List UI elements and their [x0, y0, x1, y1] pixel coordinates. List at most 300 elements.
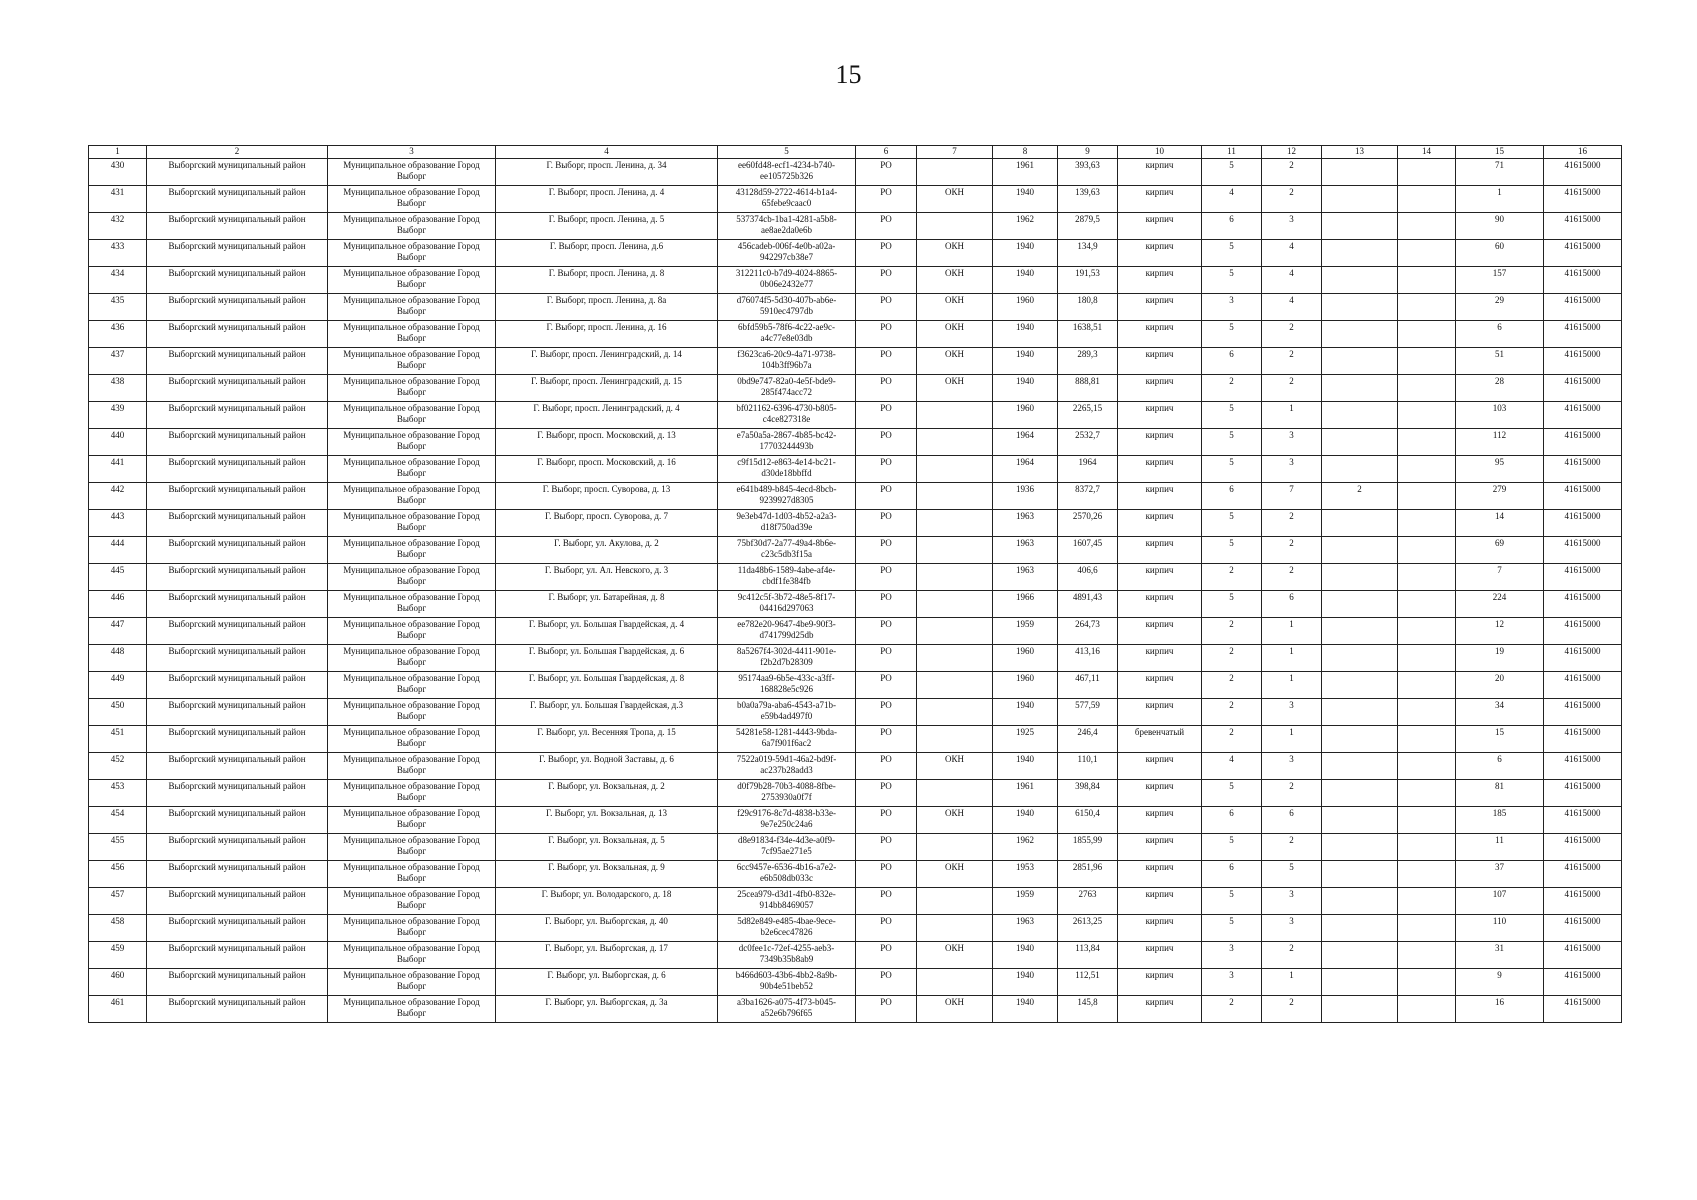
cell-col-14	[1398, 213, 1456, 240]
cell-row-number: 435	[89, 294, 147, 321]
cell-area: 110,1	[1058, 753, 1118, 780]
cell-area: 888,81	[1058, 375, 1118, 402]
table-row	[89, 321, 1622, 348]
cell-municipality: Муниципальное образование Город Выборг	[328, 321, 496, 348]
cell-row-number: 451	[89, 726, 147, 753]
cell-row-number: 443	[89, 510, 147, 537]
cell-residents: 7	[1456, 564, 1544, 591]
cell-year-built: 1961	[993, 159, 1058, 186]
cell-address: Г. Выборг, просп. Ленина, д. 4	[496, 186, 718, 213]
cell-oktmo: 41615000	[1544, 510, 1622, 537]
cell-program: РО	[856, 753, 917, 780]
cell-fias-guid: ee782e20-9647-4be9-90f3-d741799d25db	[718, 618, 856, 645]
cell-heritage-flag	[917, 726, 993, 753]
cell-municipality: Муниципальное образование Город Выборг	[328, 969, 496, 996]
cell-col-13	[1322, 537, 1398, 564]
cell-wall-material: кирпич	[1118, 321, 1202, 348]
cell-floors: 2	[1202, 564, 1262, 591]
cell-oktmo: 41615000	[1544, 834, 1622, 861]
cell-col-14	[1398, 348, 1456, 375]
cell-residents: 95	[1456, 456, 1544, 483]
cell-wall-material: кирпич	[1118, 861, 1202, 888]
cell-row-number: 437	[89, 348, 147, 375]
cell-floors: 5	[1202, 402, 1262, 429]
cell-oktmo: 41615000	[1544, 375, 1622, 402]
cell-year-built: 1940	[993, 321, 1058, 348]
cell-address: Г. Выборг, просп. Ленина, д. 16	[496, 321, 718, 348]
cell-oktmo: 41615000	[1544, 807, 1622, 834]
cell-residents: 34	[1456, 699, 1544, 726]
cell-floors: 6	[1202, 861, 1262, 888]
cell-heritage-flag	[917, 402, 993, 429]
cell-area: 2879,5	[1058, 213, 1118, 240]
cell-heritage-flag: ОКН	[917, 321, 993, 348]
cell-address: Г. Выборг, ул. Большая Гвардейская, д. 4	[496, 618, 718, 645]
cell-col-13	[1322, 834, 1398, 861]
cell-oktmo: 41615000	[1544, 213, 1622, 240]
cell-district: Выборгский муниципальный район	[147, 348, 328, 375]
cell-col-13	[1322, 564, 1398, 591]
table-row	[89, 456, 1622, 483]
cell-col-13	[1322, 510, 1398, 537]
cell-floors: 6	[1202, 348, 1262, 375]
cell-address: Г. Выборг, ул. Выборгская, д. 3а	[496, 996, 718, 1023]
cell-fias-guid: 0bd9e747-82a0-4e5f-bde9-285f474acc72	[718, 375, 856, 402]
cell-wall-material: кирпич	[1118, 942, 1202, 969]
cell-heritage-flag	[917, 456, 993, 483]
cell-heritage-flag	[917, 645, 993, 672]
cell-residents: 12	[1456, 618, 1544, 645]
cell-area: 191,53	[1058, 267, 1118, 294]
cell-fias-guid: b0a0a79a-aba6-4543-a71b-e59b4ad497f0	[718, 699, 856, 726]
cell-residents: 71	[1456, 159, 1544, 186]
cell-fias-guid: 537374cb-1ba1-4281-a5b8-ae8ae2da0e6b	[718, 213, 856, 240]
table-row	[89, 483, 1622, 510]
cell-row-number: 440	[89, 429, 147, 456]
cell-col-13	[1322, 159, 1398, 186]
cell-program: РО	[856, 807, 917, 834]
cell-col-14	[1398, 267, 1456, 294]
cell-wall-material: кирпич	[1118, 213, 1202, 240]
cell-row-number: 449	[89, 672, 147, 699]
cell-municipality: Муниципальное образование Город Выборг	[328, 834, 496, 861]
cell-year-built: 1959	[993, 888, 1058, 915]
cell-fias-guid: 9e3eb47d-1d03-4b52-a2a3-d18f750ad39e	[718, 510, 856, 537]
cell-entrances: 3	[1262, 429, 1322, 456]
cell-wall-material: кирпич	[1118, 510, 1202, 537]
cell-address: Г. Выборг, ул. Большая Гвардейская, д.3	[496, 699, 718, 726]
cell-oktmo: 41615000	[1544, 753, 1622, 780]
cell-district: Выборгский муниципальный район	[147, 564, 328, 591]
cell-entrances: 3	[1262, 753, 1322, 780]
cell-program: РО	[856, 699, 917, 726]
cell-district: Выборгский муниципальный район	[147, 591, 328, 618]
cell-year-built: 1962	[993, 834, 1058, 861]
cell-area: 577,59	[1058, 699, 1118, 726]
cell-address: Г. Выборг, просп. Ленинградский, д. 4	[496, 402, 718, 429]
cell-floors: 6	[1202, 213, 1262, 240]
cell-col-14	[1398, 807, 1456, 834]
cell-row-number: 457	[89, 888, 147, 915]
cell-entrances: 2	[1262, 564, 1322, 591]
cell-col-13	[1322, 888, 1398, 915]
cell-fias-guid: 312211c0-b7d9-4024-8865-0b06e2432e77	[718, 267, 856, 294]
cell-entrances: 1	[1262, 672, 1322, 699]
cell-area: 180,8	[1058, 294, 1118, 321]
cell-address: Г. Выборг, ул. Выборгская, д. 6	[496, 969, 718, 996]
cell-residents: 51	[1456, 348, 1544, 375]
cell-col-14	[1398, 942, 1456, 969]
cell-area: 289,3	[1058, 348, 1118, 375]
cell-entrances: 1	[1262, 726, 1322, 753]
cell-wall-material: кирпич	[1118, 564, 1202, 591]
table-row	[89, 753, 1622, 780]
cell-floors: 6	[1202, 483, 1262, 510]
cell-year-built: 1940	[993, 942, 1058, 969]
cell-col-13	[1322, 807, 1398, 834]
cell-municipality: Муниципальное образование Город Выборг	[328, 807, 496, 834]
cell-year-built: 1936	[993, 483, 1058, 510]
cell-year-built: 1925	[993, 726, 1058, 753]
cell-floors: 2	[1202, 375, 1262, 402]
cell-program: РО	[856, 969, 917, 996]
cell-heritage-flag: ОКН	[917, 807, 993, 834]
cell-heritage-flag: ОКН	[917, 375, 993, 402]
column-number-4: 4	[496, 146, 718, 159]
cell-district: Выборгский муниципальный район	[147, 618, 328, 645]
cell-col-14	[1398, 483, 1456, 510]
cell-oktmo: 41615000	[1544, 861, 1622, 888]
cell-row-number: 442	[89, 483, 147, 510]
cell-wall-material: кирпич	[1118, 456, 1202, 483]
cell-fias-guid: 11da48b6-1589-4abe-af4e-cbdf1fe384fb	[718, 564, 856, 591]
cell-residents: 112	[1456, 429, 1544, 456]
cell-municipality: Муниципальное образование Город Выборг	[328, 267, 496, 294]
cell-municipality: Муниципальное образование Город Выборг	[328, 915, 496, 942]
cell-program: РО	[856, 159, 917, 186]
cell-heritage-flag: ОКН	[917, 186, 993, 213]
table-row	[89, 699, 1622, 726]
cell-municipality: Муниципальное образование Город Выборг	[328, 591, 496, 618]
housing-registry-table	[88, 145, 1622, 1023]
cell-fias-guid: e7a50a5a-2867-4b85-bc42-17703244493b	[718, 429, 856, 456]
cell-oktmo: 41615000	[1544, 456, 1622, 483]
table-row	[89, 807, 1622, 834]
cell-address: Г. Выборг, просп. Суворова, д. 7	[496, 510, 718, 537]
cell-row-number: 438	[89, 375, 147, 402]
cell-entrances: 2	[1262, 321, 1322, 348]
column-number-9: 9	[1058, 146, 1118, 159]
table-row	[89, 159, 1622, 186]
cell-entrances: 2	[1262, 834, 1322, 861]
cell-program: РО	[856, 591, 917, 618]
cell-district: Выборгский муниципальный район	[147, 294, 328, 321]
cell-oktmo: 41615000	[1544, 699, 1622, 726]
cell-area: 246,4	[1058, 726, 1118, 753]
cell-wall-material: кирпич	[1118, 537, 1202, 564]
cell-row-number: 455	[89, 834, 147, 861]
cell-oktmo: 41615000	[1544, 483, 1622, 510]
cell-oktmo: 41615000	[1544, 240, 1622, 267]
cell-col-14	[1398, 240, 1456, 267]
cell-wall-material: бревенчатый	[1118, 726, 1202, 753]
cell-year-built: 1959	[993, 618, 1058, 645]
cell-fias-guid: 8a5267f4-302d-4411-901e-f2b2d7b28309	[718, 645, 856, 672]
cell-col-13	[1322, 618, 1398, 645]
cell-district: Выборгский муниципальный район	[147, 240, 328, 267]
cell-col-14	[1398, 672, 1456, 699]
cell-heritage-flag	[917, 483, 993, 510]
cell-wall-material: кирпич	[1118, 618, 1202, 645]
column-number-14: 14	[1398, 146, 1456, 159]
cell-district: Выборгский муниципальный район	[147, 483, 328, 510]
cell-municipality: Муниципальное образование Город Выборг	[328, 861, 496, 888]
cell-address: Г. Выборг, ул. Ал. Невского, д. 3	[496, 564, 718, 591]
cell-row-number: 439	[89, 402, 147, 429]
cell-address: Г. Выборг, просп. Московский, д. 16	[496, 456, 718, 483]
cell-heritage-flag	[917, 699, 993, 726]
cell-entrances: 3	[1262, 456, 1322, 483]
cell-year-built: 1940	[993, 996, 1058, 1023]
cell-year-built: 1961	[993, 780, 1058, 807]
cell-col-14	[1398, 456, 1456, 483]
cell-entrances: 7	[1262, 483, 1322, 510]
table-row	[89, 834, 1622, 861]
cell-municipality: Муниципальное образование Город Выборг	[328, 537, 496, 564]
cell-oktmo: 41615000	[1544, 672, 1622, 699]
cell-floors: 2	[1202, 672, 1262, 699]
cell-col-13	[1322, 861, 1398, 888]
cell-municipality: Муниципальное образование Город Выборг	[328, 753, 496, 780]
cell-entrances: 2	[1262, 186, 1322, 213]
column-number-2: 2	[147, 146, 328, 159]
column-number-8: 8	[993, 146, 1058, 159]
cell-program: РО	[856, 996, 917, 1023]
cell-year-built: 1953	[993, 861, 1058, 888]
cell-floors: 5	[1202, 537, 1262, 564]
cell-heritage-flag: ОКН	[917, 240, 993, 267]
cell-municipality: Муниципальное образование Город Выборг	[328, 564, 496, 591]
cell-area: 1607,45	[1058, 537, 1118, 564]
table-row	[89, 996, 1622, 1023]
cell-floors: 5	[1202, 888, 1262, 915]
cell-col-13	[1322, 645, 1398, 672]
cell-oktmo: 41615000	[1544, 267, 1622, 294]
cell-row-number: 436	[89, 321, 147, 348]
cell-residents: 28	[1456, 375, 1544, 402]
cell-fias-guid: 6bfd59b5-78f6-4c22-ae9c-a4c77e8e03db	[718, 321, 856, 348]
cell-wall-material: кирпич	[1118, 780, 1202, 807]
table-row	[89, 240, 1622, 267]
cell-col-13	[1322, 402, 1398, 429]
cell-fias-guid: 456cadeb-006f-4e0b-a02a-942297cb38e7	[718, 240, 856, 267]
cell-municipality: Муниципальное образование Город Выборг	[328, 159, 496, 186]
cell-oktmo: 41615000	[1544, 402, 1622, 429]
cell-area: 112,51	[1058, 969, 1118, 996]
cell-wall-material: кирпич	[1118, 402, 1202, 429]
cell-col-14	[1398, 753, 1456, 780]
cell-program: РО	[856, 672, 917, 699]
cell-heritage-flag: ОКН	[917, 348, 993, 375]
cell-oktmo: 41615000	[1544, 564, 1622, 591]
cell-fias-guid: dc0fee1c-72ef-4255-aeb3-7349b35b8ab9	[718, 942, 856, 969]
column-number-row	[89, 146, 1622, 159]
cell-program: РО	[856, 429, 917, 456]
cell-fias-guid: b466d603-43b6-4bb2-8a9b-90b4e51beb52	[718, 969, 856, 996]
cell-row-number: 453	[89, 780, 147, 807]
cell-year-built: 1940	[993, 348, 1058, 375]
cell-col-13	[1322, 456, 1398, 483]
cell-program: РО	[856, 888, 917, 915]
cell-wall-material: кирпич	[1118, 753, 1202, 780]
cell-program: РО	[856, 483, 917, 510]
cell-floors: 5	[1202, 267, 1262, 294]
cell-municipality: Муниципальное образование Город Выборг	[328, 888, 496, 915]
cell-floors: 5	[1202, 321, 1262, 348]
cell-entrances: 5	[1262, 861, 1322, 888]
cell-municipality: Муниципальное образование Город Выборг	[328, 240, 496, 267]
cell-col-13	[1322, 753, 1398, 780]
cell-fias-guid: bf021162-6396-4730-b805-c4ce827318e	[718, 402, 856, 429]
cell-row-number: 448	[89, 645, 147, 672]
cell-row-number: 460	[89, 969, 147, 996]
cell-oktmo: 41615000	[1544, 348, 1622, 375]
cell-floors: 3	[1202, 969, 1262, 996]
cell-area: 406,6	[1058, 564, 1118, 591]
cell-row-number: 458	[89, 915, 147, 942]
cell-municipality: Муниципальное образование Город Выборг	[328, 294, 496, 321]
cell-floors: 2	[1202, 618, 1262, 645]
cell-entrances: 2	[1262, 348, 1322, 375]
cell-district: Выборгский муниципальный район	[147, 753, 328, 780]
table-row	[89, 537, 1622, 564]
cell-program: РО	[856, 321, 917, 348]
cell-residents: 81	[1456, 780, 1544, 807]
cell-heritage-flag	[917, 915, 993, 942]
cell-col-13	[1322, 267, 1398, 294]
cell-program: РО	[856, 267, 917, 294]
cell-year-built: 1940	[993, 375, 1058, 402]
cell-address: Г. Выборг, ул. Вокзальная, д. 9	[496, 861, 718, 888]
cell-residents: 16	[1456, 996, 1544, 1023]
cell-year-built: 1963	[993, 915, 1058, 942]
cell-col-14	[1398, 645, 1456, 672]
cell-oktmo: 41615000	[1544, 591, 1622, 618]
cell-wall-material: кирпич	[1118, 240, 1202, 267]
cell-col-14	[1398, 375, 1456, 402]
cell-col-13	[1322, 321, 1398, 348]
cell-oktmo: 41615000	[1544, 159, 1622, 186]
cell-entrances: 6	[1262, 807, 1322, 834]
cell-col-14	[1398, 402, 1456, 429]
cell-col-13	[1322, 240, 1398, 267]
cell-address: Г. Выборг, ул. Батарейная, д. 8	[496, 591, 718, 618]
cell-district: Выборгский муниципальный район	[147, 699, 328, 726]
cell-row-number: 459	[89, 942, 147, 969]
cell-residents: 1	[1456, 186, 1544, 213]
cell-area: 4891,43	[1058, 591, 1118, 618]
cell-col-13	[1322, 591, 1398, 618]
table-row	[89, 861, 1622, 888]
cell-oktmo: 41615000	[1544, 645, 1622, 672]
column-number-7: 7	[917, 146, 993, 159]
cell-year-built: 1940	[993, 186, 1058, 213]
cell-district: Выборгский муниципальный район	[147, 429, 328, 456]
cell-heritage-flag: ОКН	[917, 267, 993, 294]
cell-col-14	[1398, 564, 1456, 591]
cell-col-14	[1398, 321, 1456, 348]
cell-area: 1638,51	[1058, 321, 1118, 348]
cell-wall-material: кирпич	[1118, 591, 1202, 618]
cell-heritage-flag	[917, 159, 993, 186]
column-number-13: 13	[1322, 146, 1398, 159]
cell-heritage-flag	[917, 672, 993, 699]
table-row	[89, 564, 1622, 591]
table-row	[89, 645, 1622, 672]
column-number-16: 16	[1544, 146, 1622, 159]
column-number-6: 6	[856, 146, 917, 159]
cell-district: Выборгский муниципальный район	[147, 213, 328, 240]
cell-municipality: Муниципальное образование Город Выборг	[328, 780, 496, 807]
cell-year-built: 1940	[993, 240, 1058, 267]
cell-heritage-flag	[917, 213, 993, 240]
cell-wall-material: кирпич	[1118, 699, 1202, 726]
cell-year-built: 1960	[993, 672, 1058, 699]
cell-program: РО	[856, 186, 917, 213]
cell-address: Г. Выборг, ул. Водной Заставы, д. 6	[496, 753, 718, 780]
cell-district: Выборгский муниципальный район	[147, 186, 328, 213]
cell-wall-material: кирпич	[1118, 807, 1202, 834]
cell-fias-guid: 54281e58-1281-4443-9bda-6a7f901f6ac2	[718, 726, 856, 753]
cell-program: РО	[856, 213, 917, 240]
cell-floors: 5	[1202, 780, 1262, 807]
cell-area: 134,9	[1058, 240, 1118, 267]
cell-municipality: Муниципальное образование Город Выборг	[328, 213, 496, 240]
cell-address: Г. Выборг, ул. Вокзальная, д. 2	[496, 780, 718, 807]
page-number: 15	[835, 60, 862, 89]
cell-col-13	[1322, 672, 1398, 699]
cell-program: РО	[856, 861, 917, 888]
cell-area: 1964	[1058, 456, 1118, 483]
table-row	[89, 402, 1622, 429]
table-row	[89, 510, 1622, 537]
cell-floors: 3	[1202, 294, 1262, 321]
cell-col-14	[1398, 861, 1456, 888]
cell-entrances: 1	[1262, 645, 1322, 672]
cell-heritage-flag	[917, 834, 993, 861]
cell-municipality: Муниципальное образование Город Выборг	[328, 672, 496, 699]
cell-fias-guid: f3623ca6-20c9-4a71-9738-104b3ff96b7a	[718, 348, 856, 375]
cell-year-built: 1963	[993, 537, 1058, 564]
cell-program: РО	[856, 645, 917, 672]
cell-residents: 279	[1456, 483, 1544, 510]
cell-floors: 5	[1202, 159, 1262, 186]
cell-residents: 14	[1456, 510, 1544, 537]
cell-floors: 3	[1202, 942, 1262, 969]
cell-heritage-flag: ОКН	[917, 996, 993, 1023]
cell-col-14	[1398, 591, 1456, 618]
cell-oktmo: 41615000	[1544, 186, 1622, 213]
cell-row-number: 430	[89, 159, 147, 186]
cell-residents: 9	[1456, 969, 1544, 996]
cell-year-built: 1964	[993, 429, 1058, 456]
cell-address: Г. Выборг, просп. Московский, д. 13	[496, 429, 718, 456]
table-body	[89, 159, 1622, 1023]
cell-oktmo: 41615000	[1544, 969, 1622, 996]
cell-wall-material: кирпич	[1118, 672, 1202, 699]
cell-entrances: 3	[1262, 915, 1322, 942]
cell-address: Г. Выборг, ул. Весенняя Тропа, д. 15	[496, 726, 718, 753]
